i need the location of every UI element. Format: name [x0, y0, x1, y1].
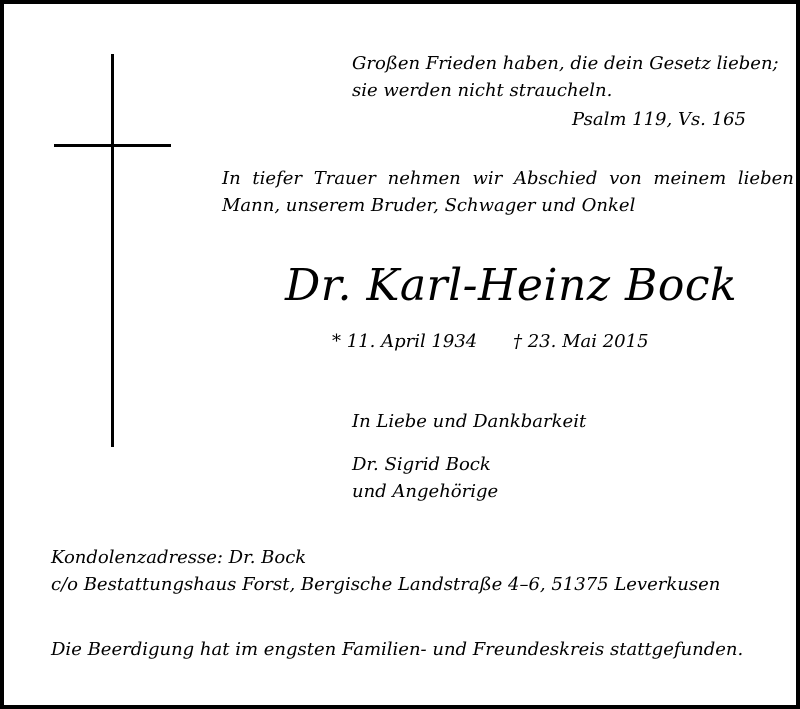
funeral-note: Die Beerdigung hat im engsten Familien- und Freundeskreis stattgefunden.	[51, 639, 744, 660]
birth-date: * 11. April 1934	[332, 331, 478, 352]
signatory-line-2: und Angehörige	[352, 481, 499, 502]
verse-line-2: sie werden nicht straucheln.	[352, 80, 613, 101]
verse-line-1: Großen Frieden haben, die dein Gesetz lieben;	[352, 53, 779, 74]
verse-reference: Psalm 119, Vs. 165	[572, 109, 746, 130]
signatories	[352, 451, 498, 505]
intro-line-2: Mann, unserem Bruder, Schwager und Onkel	[222, 195, 636, 216]
signatory-line-1: Dr. Sigrid Bock	[352, 454, 491, 475]
death-date: † 23. Mai 2015	[513, 331, 649, 352]
cross-vertical-bar	[111, 54, 114, 447]
cross-horizontal-bar	[54, 144, 171, 147]
mourning-intro	[222, 165, 794, 219]
bible-verse	[352, 50, 779, 104]
intro-line-1: In tiefer Trauer nehmen wir Abschied von meinem lieben	[222, 168, 794, 189]
closing-phrase: In Liebe und Dankbarkeit	[352, 411, 587, 432]
address-line-1: Kondolenzadresse: Dr. Bock	[51, 547, 307, 568]
address-line-2: c/o Bestattungshaus Forst, Bergische Landstraße 4–6, 51375 Leverkusen	[51, 574, 721, 595]
deceased-name: Dr. Karl-Heinz Bock	[285, 260, 738, 311]
condolence-address	[51, 544, 720, 598]
